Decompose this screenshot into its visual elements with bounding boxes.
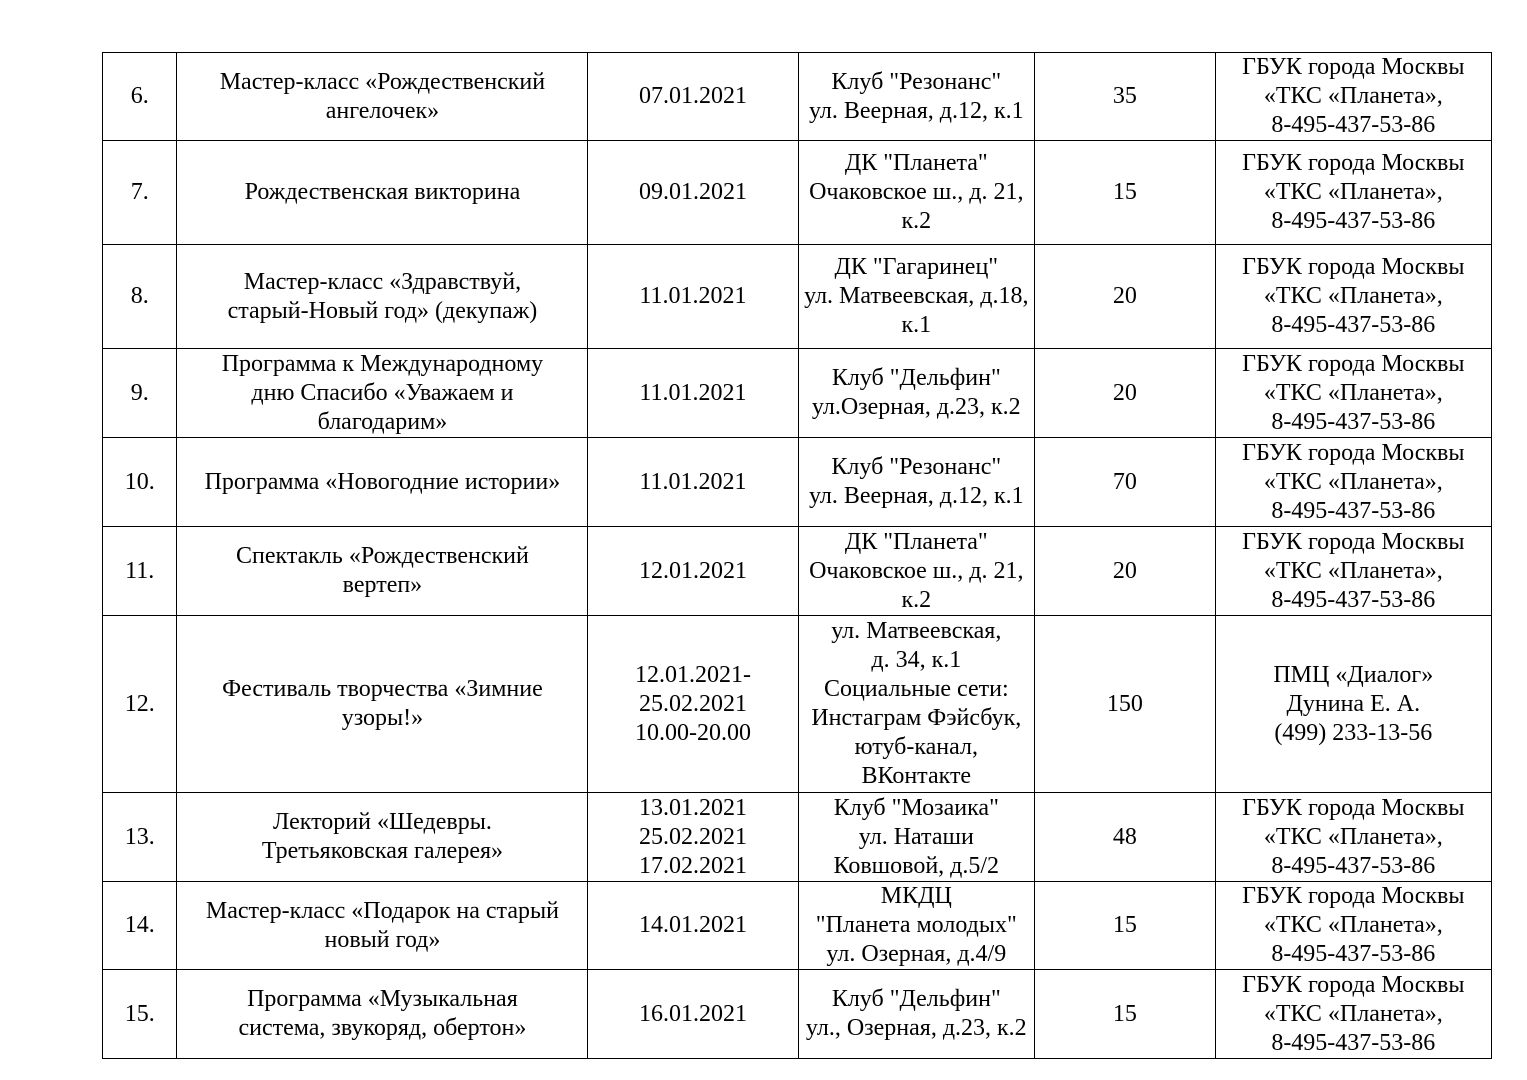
event-name: Рождественская викторина bbox=[177, 141, 588, 245]
participant-count: 15 bbox=[1035, 141, 1216, 245]
table-row bbox=[103, 245, 1492, 349]
event-date: 11.01.2021 bbox=[588, 438, 798, 527]
event-name: Мастер-класс «Подарок на старый новый год» bbox=[177, 882, 588, 970]
event-name: Программа «Музыкальная система, звукоряд, обертон» bbox=[177, 970, 588, 1059]
row-number: 14. bbox=[103, 882, 177, 970]
organizer: ГБУК города Москвы «ТКС «Планета», 8-495-437-53-86 bbox=[1215, 141, 1491, 245]
table-row bbox=[103, 53, 1492, 141]
event-place: Клуб "Дельфин" ул.Озерная, д.23, к.2 bbox=[798, 349, 1035, 438]
row-number: 7. bbox=[103, 141, 177, 245]
table-row bbox=[103, 970, 1492, 1059]
table-row bbox=[103, 438, 1492, 527]
table-row bbox=[103, 349, 1492, 438]
organizer: ГБУК города Москвы «ТКС «Планета», 8-495-437-53-86 bbox=[1215, 349, 1491, 438]
participant-count: 20 bbox=[1035, 245, 1216, 349]
row-number: 11. bbox=[103, 527, 177, 616]
table-row bbox=[103, 527, 1492, 616]
event-place: Клуб "Мозаика" ул. Наташи Ковшовой, д.5/2 bbox=[798, 793, 1035, 882]
event-place: ДК "Планета" Очаковское ш., д. 21, к.2 bbox=[798, 527, 1035, 616]
organizer: ГБУК города Москвы «ТКС «Планета», 8-495-437-53-86 bbox=[1215, 438, 1491, 527]
row-number: 9. bbox=[103, 349, 177, 438]
row-number: 6. bbox=[103, 53, 177, 141]
participant-count: 70 bbox=[1035, 438, 1216, 527]
event-name: Спектакль «Рождественский вертеп» bbox=[177, 527, 588, 616]
row-number: 10. bbox=[103, 438, 177, 527]
event-date: 14.01.2021 bbox=[588, 882, 798, 970]
event-place: ДК "Гагаринец" ул. Матвеевская, д.18, к.1 bbox=[798, 245, 1035, 349]
participant-count: 15 bbox=[1035, 882, 1216, 970]
event-date: 09.01.2021 bbox=[588, 141, 798, 245]
event-date: 12.01.2021- 25.02.2021 10.00-20.00 bbox=[588, 616, 798, 793]
event-date: 11.01.2021 bbox=[588, 245, 798, 349]
event-date: 13.01.2021 25.02.2021 17.02.2021 bbox=[588, 793, 798, 882]
row-number: 8. bbox=[103, 245, 177, 349]
event-place: ул. Матвеевская, д. 34, к.1 Социальные сети: Инстаграм Фэйсбук, ютуб-канал, ВКонтакте bbox=[798, 616, 1035, 793]
event-place: ДК "Планета" Очаковское ш., д. 21, к.2 bbox=[798, 141, 1035, 245]
row-number: 13. bbox=[103, 793, 177, 882]
table-row bbox=[103, 616, 1492, 793]
participant-count: 15 bbox=[1035, 970, 1216, 1059]
event-place: МКДЦ "Планета молодых" ул. Озерная, д.4/9 bbox=[798, 882, 1035, 970]
participant-count: 48 bbox=[1035, 793, 1216, 882]
events-table bbox=[102, 52, 1492, 1059]
table-row bbox=[103, 793, 1492, 882]
organizer: ГБУК города Москвы «ТКС «Планета», 8-495-437-53-86 bbox=[1215, 527, 1491, 616]
event-name: Фестиваль творчества «Зимние узоры!» bbox=[177, 616, 588, 793]
event-name: Программа «Новогодние истории» bbox=[177, 438, 588, 527]
organizer: ГБУК города Москвы «ТКС «Планета», 8-495-437-53-86 bbox=[1215, 53, 1491, 141]
table-row bbox=[103, 882, 1492, 970]
table-row bbox=[103, 141, 1492, 245]
event-name: Мастер-класс «Здравствуй, старый-Новый год» (декупаж) bbox=[177, 245, 588, 349]
participant-count: 150 bbox=[1035, 616, 1216, 793]
organizer: ГБУК города Москвы «ТКС «Планета», 8-495-437-53-86 bbox=[1215, 882, 1491, 970]
participant-count: 35 bbox=[1035, 53, 1216, 141]
event-place: Клуб "Резонанс" ул. Веерная, д.12, к.1 bbox=[798, 53, 1035, 141]
organizer: ГБУК города Москвы «ТКС «Планета», 8-495-437-53-86 bbox=[1215, 793, 1491, 882]
event-date: 16.01.2021 bbox=[588, 970, 798, 1059]
event-name: Лекторий «Шедевры. Третьяковская галерея» bbox=[177, 793, 588, 882]
event-place: Клуб "Дельфин" ул., Озерная, д.23, к.2 bbox=[798, 970, 1035, 1059]
organizer: ГБУК города Москвы «ТКС «Планета», 8-495-437-53-86 bbox=[1215, 970, 1491, 1059]
organizer: ГБУК города Москвы «ТКС «Планета», 8-495-437-53-86 bbox=[1215, 245, 1491, 349]
participant-count: 20 bbox=[1035, 527, 1216, 616]
participant-count: 20 bbox=[1035, 349, 1216, 438]
organizer: ПМЦ «Диалог» Дунина Е. А. (499) 233-13-56 bbox=[1215, 616, 1491, 793]
event-name: Мастер-класс «Рождественский ангелочек» bbox=[177, 53, 588, 141]
row-number: 12. bbox=[103, 616, 177, 793]
event-date: 12.01.2021 bbox=[588, 527, 798, 616]
event-date: 07.01.2021 bbox=[588, 53, 798, 141]
row-number: 15. bbox=[103, 970, 177, 1059]
event-date: 11.01.2021 bbox=[588, 349, 798, 438]
event-name: Программа к Международному дню Спасибо «Уважаем и благодарим» bbox=[177, 349, 588, 438]
event-place: Клуб "Резонанс" ул. Веерная, д.12, к.1 bbox=[798, 438, 1035, 527]
